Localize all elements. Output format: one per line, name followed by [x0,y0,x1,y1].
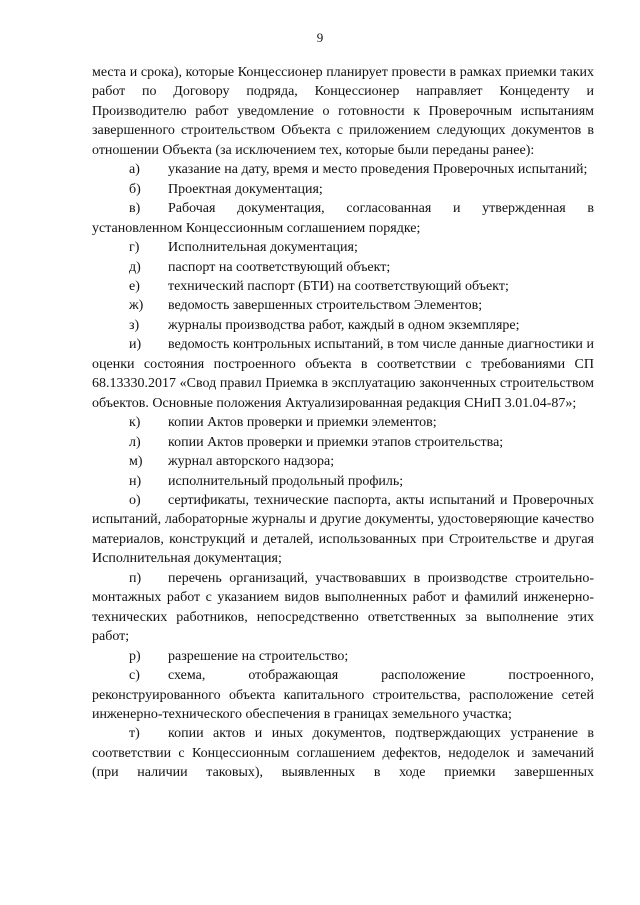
list-item-text: копии Актов проверки и приемки элементов; [168,415,437,431]
list-item [92,647,594,666]
list-item-marker: с) [129,668,140,684]
list-item [92,724,594,782]
list-item-text: исполнительный продольный профиль; [168,473,404,489]
list-item-marker: о) [129,492,141,508]
list-item [92,452,594,471]
list-item-marker: м) [129,454,143,470]
list-item-marker: к) [129,415,141,431]
list-item [92,277,594,296]
list-item-marker: б) [129,181,141,197]
list-item [92,569,594,647]
list-item-text: ведомость завершенных строительством Элементов; [168,298,483,314]
list-item-marker: и) [129,337,142,353]
document-list [92,160,594,783]
list-item [92,160,594,179]
list-item [92,472,594,491]
list-item-marker: г) [129,240,140,256]
list-item-text: Проектная документация; [168,181,323,197]
list-item-text: копии актов и иных документов, подтверждающих устранение в соответствии с Концессионным соглашением дефектов, недоделок и замечаний (при наличии таковых), выявленных в ходе приемки завершенных [92,726,594,781]
list-item-marker: а) [129,162,140,178]
list-item-text: паспорт на соответствующий объект; [168,259,391,275]
list-item-marker: е) [129,278,140,294]
list-item [92,316,594,335]
list-item-marker: в) [129,201,141,217]
list-item-text: указание на дату, время и место проведения Проверочных испытаний; [168,162,588,178]
list-item-text: разрешение на строительство; [168,648,349,664]
list-item-text: копии Актов проверки и приемки этапов строительства; [168,434,504,450]
list-item-text: технический паспорт (БТИ) на соответствующий объект; [168,278,509,294]
list-item-marker: р) [129,648,141,664]
list-item-text: Рабочая документация, согласованная и утвержденная в установленном Концессионным соглашением порядке; [92,201,594,236]
list-item [92,433,594,452]
list-item [92,238,594,257]
list-item-marker: з) [129,317,140,333]
list-item-marker: ж) [129,298,144,314]
list-item-marker: т) [129,726,140,742]
list-item [92,413,594,432]
list-item-text: схема, отображающая расположение построенного, реконструированного объекта капитального строительства, расположение сетей инженерно-технического обеспечения в границах земельного участка; [92,668,594,722]
list-item-text: журналы производства работ, каждый в одном экземпляре; [168,317,520,333]
list-item [92,491,594,569]
list-item [92,666,594,724]
list-item [92,335,594,413]
list-item-marker: л) [129,434,141,450]
list-item-text: журнал авторского надзора; [168,454,335,470]
list-item-marker: п) [129,570,142,586]
list-item-text: сертификаты, технические паспорта, акты испытаний и Проверочных испытаний, лабораторные журналы и другие документы, удостоверяющие качество материалов, конструкций и деталей, использованных при Строительстве и другая Исполнительная документация; [92,492,594,567]
page-number: 9 [316,30,324,45]
list-item-text: ведомость контрольных испытаний, в том числе данные диагностики и оценки состояния построенного объекта в соответствии с требованиями СП 68.13330.2017 «Свод правил Приемка в эксплуатацию законченных строительством объектов. Основные положения Актуализированная редакция СНиП 3.01.04-87»; [92,337,594,411]
list-item-text: Исполнительная документация; [168,240,358,256]
list-item-marker: н) [129,473,142,489]
document-body [92,63,594,783]
list-item-text: перечень организаций, участвовавших в производстве строительно-монтажных работ с указанием видов выполненных работ и фамилий инженерно-технических работников, непосредственно ответственных за выполнение этих работ; [92,570,594,645]
intro-paragraph: места и срока), которые Концессионер планирует провести в рамках приемки таких работ по Договору подряда, Концессионер направляет Концеденту и Производителю работ уведомление о готовности к Проверочным испытаниям завершенного строительством Объекта с приложением следующих документов в отношении Объекта (за исключением тех, которые были переданы ранее): [92,65,594,158]
list-item-marker: д) [129,259,141,275]
list-item [92,296,594,315]
list-item [92,180,594,199]
list-item [92,258,594,277]
list-item [92,199,594,238]
